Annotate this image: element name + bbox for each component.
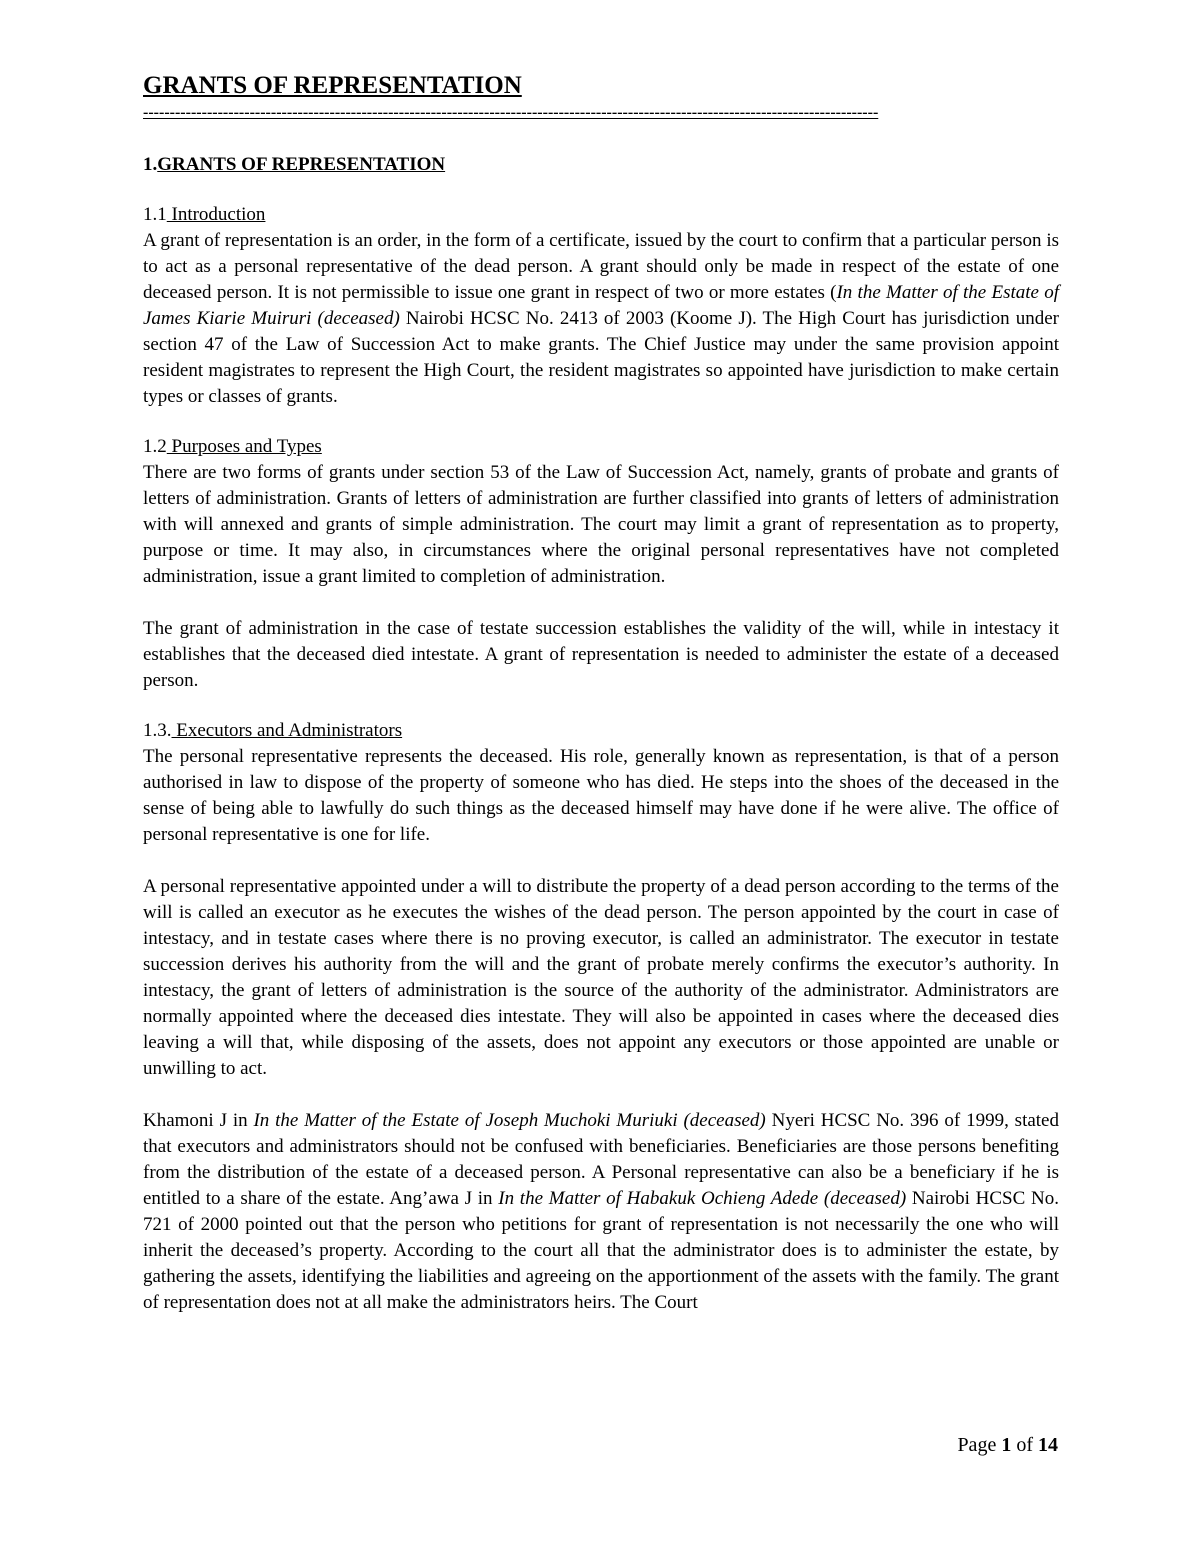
section-1-2-title: Purposes and Types xyxy=(166,436,322,457)
case-citation: In the Matter of the Estate of Joseph Muchoki Muriuki (deceased) xyxy=(253,1110,766,1131)
section-1-1-number: 1.1 xyxy=(143,204,167,225)
text-run: Nairobi HCSC No. 2413 of 2003 (Koome J). The High Court has jurisdiction under section 47 of the Law of Succession Act to make grants. The Chief Justice may under the same provision appoint resident magistrates to represent the High Court, the resident magistrates so appointed have jurisdiction to make certain types or classes of grants. xyxy=(143,308,1059,407)
section-1-1-paragraph xyxy=(143,228,1059,410)
text-run: Nairobi HCSC No. 721 of 2000 pointed out that the person who petitions for grant of representation is not necessarily the one who will inherit the deceased’s property. According to the court all that the administrator does is to administer the estate, by gathering the assets, identifying the liabilities and agreeing on the apportionment of the assets with the family. The grant of representation does not at all make the administrators heirs. The Court xyxy=(143,1188,1059,1313)
section-1-2-number: 1.2 xyxy=(143,436,167,457)
page-footer xyxy=(957,1432,1058,1458)
section-1-2-heading xyxy=(143,434,1059,460)
section-1-heading xyxy=(143,152,1059,178)
section-1-3-heading xyxy=(143,718,1059,744)
section-1-3-paragraph-1: The personal representative represents the deceased. His role, generally known as representation, is that of a person authorised in law to dispose of the property of someone who has died. He steps into the shoes of the deceased in the sense of being able to lawfully do such things as the deceased himself may have done if he were alive. The office of personal representative is one for life. xyxy=(143,746,1059,845)
section-1-3-paragraph-2: A personal representative appointed under a will to distribute the property of a dead person according to the terms of the will is called an executor as he executes the wishes of the dead person. The person appointed by the court in case of intestacy, and in testate cases where there is no proving executor, is called an administrator. The executor in testate succession derives his authority from the will and the grant of probate merely confirms the executor’s authority. In intestacy, the grant of letters of administration is the source of the authority of the administrator. Administrators are normally appointed where the deceased dies intestate. They will also be appointed in cases where the deceased dies leaving a will that, while disposing of the assets, does not appoint any executors or those appointed are unable or unwilling to act. xyxy=(143,876,1059,1079)
page-label: Page xyxy=(957,1434,1002,1456)
section-1-2-paragraph-2: The grant of administration in the case of testate succession establishes the validity of the will, while in intestacy it establishes that the deceased died intestate. A grant of representation is needed to administer the estate of a deceased person. xyxy=(143,618,1059,691)
text-run: Khamoni J in xyxy=(143,1110,254,1131)
section-1-2-paragraph-1: There are two forms of grants under section 53 of the Law of Succession Act, namely, grants of probate and grants of letters of administration. Grants of letters of administration are further classified into grants of letters of administration with will annexed and grants of simple administration. The court may limit a grant of representation as to property, purpose or time. It may also, in circumstances where the original personal representatives have not completed administration, issue a grant limited to completion of administration. xyxy=(143,462,1059,587)
page-number: 1 xyxy=(1001,1434,1012,1456)
case-citation: In the Matter of Habakuk Ochieng Adede (deceased) xyxy=(498,1188,907,1209)
section-1-3-number: 1.3. xyxy=(143,720,172,741)
section-1-title: GRANTS OF REPRESENTATION xyxy=(157,154,446,175)
text-run: Nyeri HCSC No. 396 of 1999, stated that executors and administrators should not be confused with beneficiaries. Beneficiaries are those persons benefiting from the distribution of the estate of a deceased person. A Personal representative can also be a beneficiary if he is entitled to a share of the estate. Ang’awa J in xyxy=(143,1110,1059,1209)
title-rule: ------------------------------------------------------------------------------------------------------------------------------------------ xyxy=(143,104,879,121)
section-1-1-heading xyxy=(143,202,1059,228)
document-page xyxy=(143,70,1059,1316)
case-citation: In the Matter of the Estate of James Kiarie Muiruri (deceased) xyxy=(143,282,1059,329)
document-title: GRANTS OF REPRESENTATION xyxy=(143,72,522,99)
of-label: of xyxy=(1011,1434,1038,1456)
section-1-1-title: Introduction xyxy=(166,204,266,225)
section-1-number: 1. xyxy=(143,154,158,175)
section-1-3-title: Executors and Administrators xyxy=(171,720,403,741)
section-1-3-paragraph-3 xyxy=(143,1108,1059,1316)
text-run: A grant of representation is an order, in the form of a certificate, issued by the court to confirm that a particular person is to act as a personal representative of the dead person. A grant should only be made in respect of the estate of one deceased person. It is not permissible to issue one grant in respect of two or more estates ( xyxy=(143,230,1059,303)
page-total: 14 xyxy=(1038,1434,1058,1456)
